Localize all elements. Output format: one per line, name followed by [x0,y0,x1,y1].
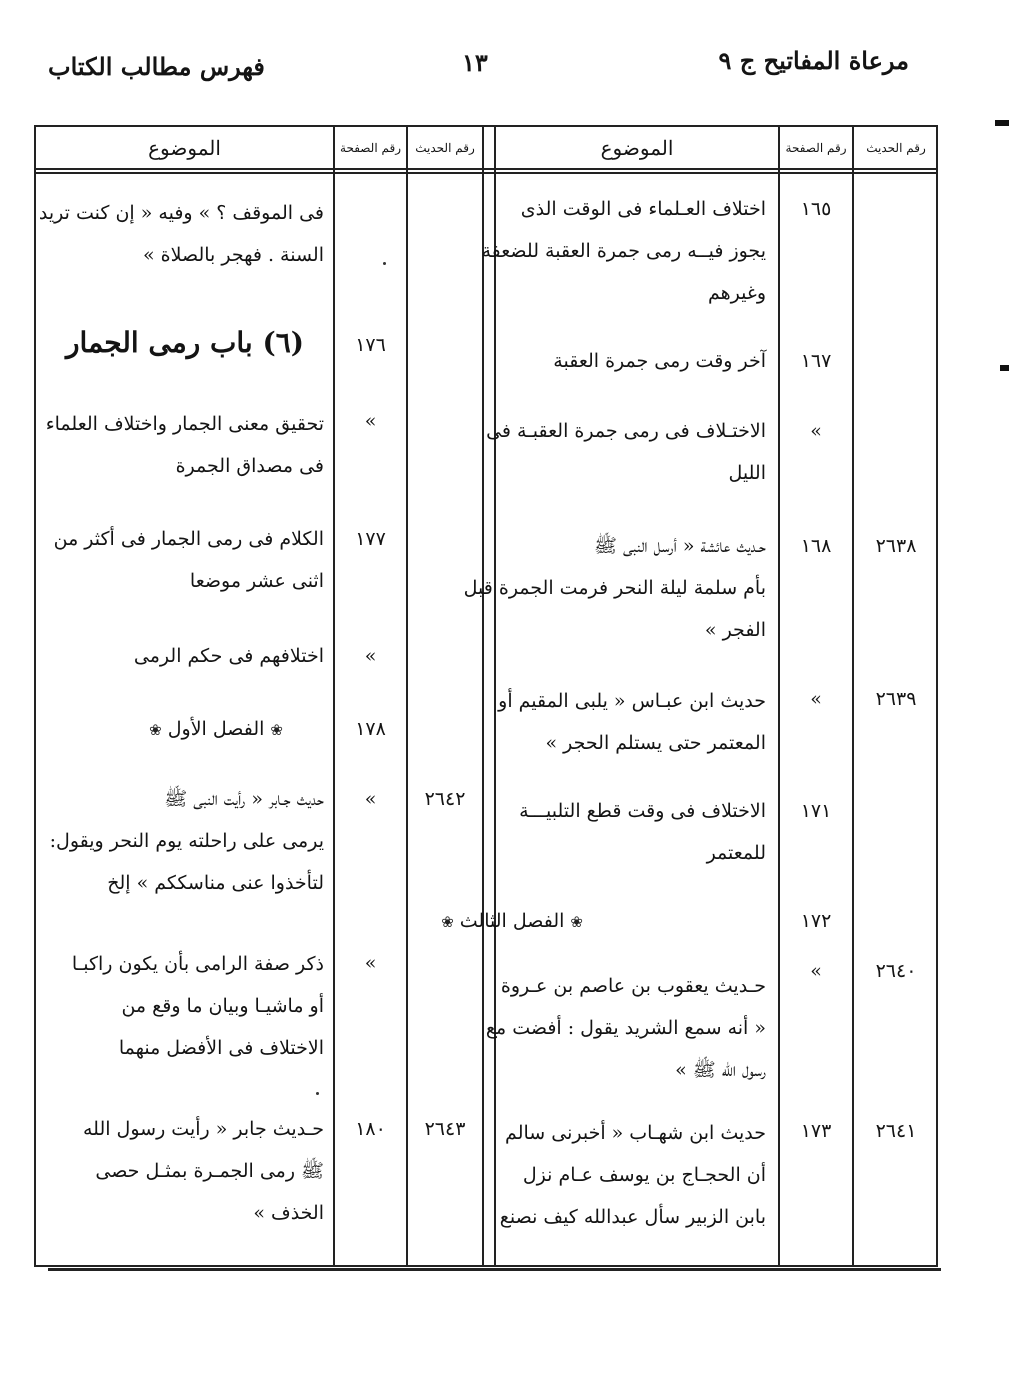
page-number: ١٣ [462,48,488,77]
hadith-number-cell: ٢٦٤١ [875,1120,917,1142]
page-number-cell: » [364,952,377,974]
page-number-cell: » [810,688,822,710]
ornament-icon: ❀ [270,721,283,739]
hadith-number-cell: ٢٦٣٩ [875,688,917,710]
col-head-hadith-left: رقم الحديث [415,141,475,155]
index-entry-topic: حـديث جابر « رأيت رسول الله ﷺ رمى الجمـرة بمثـل حصى الخذف » [82,1118,324,1224]
chapter-heading: (٦) باب رمى الجمار [66,326,304,359]
page-number-cell: ١٧٢ [800,910,832,932]
hadith-number-cell: ٢٦٤٣ [424,1118,466,1140]
ornament-icon: ❀ [149,721,162,739]
page-number-cell: ١٧٣ [800,1120,832,1142]
ornament-icon: ❀ [570,913,583,931]
hadith-number-cell: ٢٦٣٨ [875,535,917,557]
page-mark-dot [383,262,386,265]
page-number-cell: ١٦٧ [800,350,832,372]
hadith-number-cell: ٢٦٤٠ [875,960,917,982]
table-bottom-rule [48,1268,941,1271]
book-title: مرعاة المفاتيح ج ٩ [718,46,909,75]
header-divider-top [34,168,938,170]
col-head-page-right: رقم الصفحة [785,141,847,155]
stray-dot [316,1092,319,1095]
index-entry-topic: حديث ابن عبـاس « يلبى المقيم أو المعتمر حتى يستلم الحجر » [498,690,766,754]
ornament-icon: ❀ [441,913,454,931]
col-rule [333,125,335,1267]
header-divider-bottom [34,172,938,174]
section-heading-first: ❀الفصل الأول❀ [149,718,283,740]
col-head-topic-right: الموضوع [600,136,674,160]
scan-edge-mark [1000,365,1009,371]
index-entry-topic: آخر وقت رمى جمرة العقبة [553,350,766,372]
col-head-topic-left: الموضوع [148,136,221,160]
section-heading-third: ❀الفصل الثالث❀ [441,910,583,932]
index-entry-topic: حـديث عائشة « أرسل النبى ﷺ بأم سلمة ليلة النحر فرمت الجمرة قبل الفجر » [463,535,766,641]
index-entry-topic: حديث ابن شهـاب « أخبرنى سالم أن الحجـاج بن يوسف عـام نزل بابن الزبير سأل عبدالله كيف نصنع [499,1122,766,1228]
page-number-cell: » [810,420,822,442]
index-entry-topic: حـديث يعقوب بن عاصم بن عـروة « أنه سمع الشريد يقول : أفضت مع رسول الله ﷺ » [485,975,766,1081]
page-number-cell: ١٧٨ [355,718,386,740]
index-entry-topic: الاختـلاف فى رمى جمرة العقبـة فى الليل [486,420,766,484]
col-head-hadith-right: رقم الحديث [866,141,926,155]
index-entry-topic: تحقيق معنى الجمار واختلاف العلماء فى مصداق الجمرة [45,413,324,477]
page-number-cell: ١٧١ [800,800,832,822]
index-entry-topic: الكلام فى رمى الجمار فى أكثر من اثنى عشر موضعا [53,528,324,592]
page-number-cell: » [364,645,377,667]
col-head-page-left: رقم الصفحة [340,141,401,155]
index-entry-topic: فى الموقف ؟ » وفيه « إن كنت تريد السنة . فهجر بالصلاة » [38,202,324,266]
col-rule [406,125,408,1267]
index-entry-topic: الاختلاف فى وقت قطع التلبيـــة للمعتمر [519,800,766,864]
index-entry-topic: ذكر صفة الرامى بأن يكون راكبـا أو ماشيـا وبيان ما وقع من الاختلاف فى الأفضل منهما [71,953,324,1059]
hadith-number-cell: ٢٦٤٢ [424,788,466,810]
page-number-cell: » [364,788,377,810]
page-header [0,42,1009,82]
page-number-cell: ١٧٦ [355,334,386,356]
page-number-cell: ١٦٨ [800,535,832,557]
index-entry-topic: اختلافهم فى حكم الرمى [133,645,324,667]
page-number-cell: ١٧٧ [355,528,386,550]
index-entry-topic: اختلاف العـلماء فى الوقت الذى يجوز فيــه رمى جمرة العقبة للضعفة وغيرهم [481,198,766,304]
page-number-cell: » [810,960,822,982]
index-title: فهرس مطالب الكتاب [48,52,265,81]
index-entry-topic: حديث جـابر « رأيت النبى ﷺ يرمى على راحلته يوم النحر ويقول: لتأخذوا عنى مناسككم » إلخ [49,788,324,894]
page-number-cell: » [364,410,377,432]
page-number-cell: ١٦٥ [800,198,832,220]
page-number-cell: ١٨٠ [355,1118,386,1140]
scan-edge-mark [995,120,1009,126]
